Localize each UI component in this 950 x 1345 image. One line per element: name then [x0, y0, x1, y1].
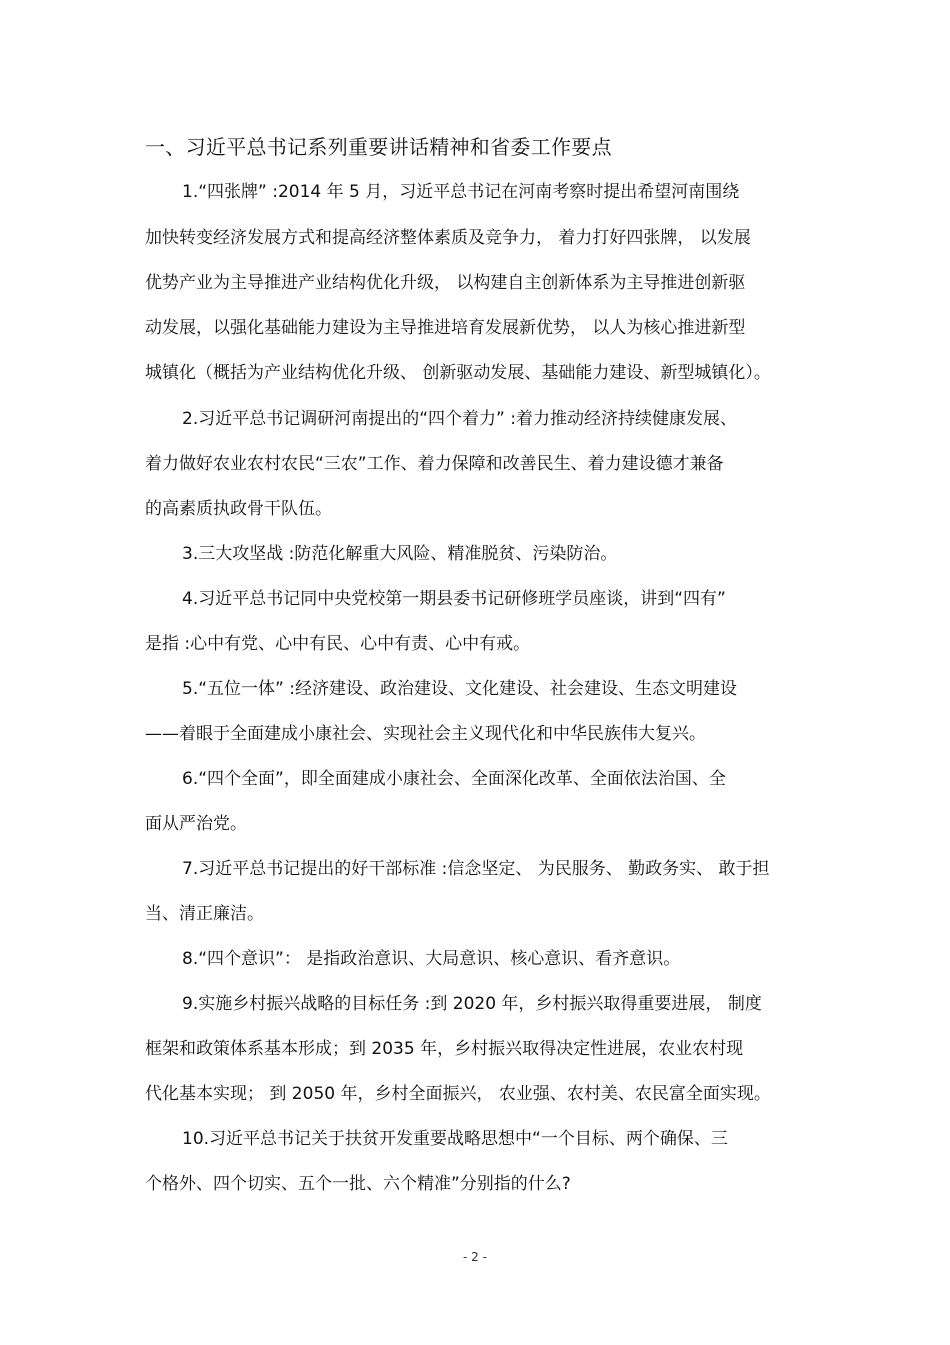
paragraph-line: 代化基本实现； 到 2050 年，乡村全面振兴， 农业强、农村美、农民富全面实现。 [145, 1084, 771, 1104]
paragraph-line: 的高素质执政骨干队伍。 [145, 499, 332, 519]
paragraph-line: 加快转变经济发展方式和提高经济整体素质及竞争力， 着力打好四张牌， 以发展 [145, 228, 751, 248]
paragraph-line: ——着眼于全面建成小康社会、实现社会主义现代化和中华民族伟大复兴。 [145, 724, 706, 744]
paragraph-line: 6.“四个全面”，即全面建成小康社会、全面深化改革、全面依法治国、全 [182, 769, 726, 789]
page-number: - 2 - [463, 1250, 487, 1264]
paragraph-line: 1.“四张牌” :2014 年 5 月，习近平总书记在河南考察时提出希望河南围绕 [182, 182, 740, 202]
paragraph-line: 9.实施乡村振兴战略的目标任务 :到 2020 年，乡村振兴取得重要进展， 制度 [182, 994, 762, 1014]
paragraph-line: 4.习近平总书记同中央党校第一期县委书记研修班学员座谈，讲到“四有” [182, 589, 726, 609]
paragraph-line: 当、清正廉洁。 [145, 904, 264, 924]
paragraph-line: 3.三大攻坚战 :防范化解重大风险、精准脱贫、污染防治。 [182, 544, 618, 564]
paragraph-line: 是指 :心中有党、心中有民、心中有责、心中有戒。 [145, 634, 531, 654]
paragraph-line: 城镇化（概括为产业结构优化升级、 创新驱动发展、基础能力建设、新型城镇化）。 [145, 363, 771, 383]
paragraph-line: 面从严治党。 [145, 814, 247, 834]
paragraph-line: 动发展，以强化基础能力建设为主导推进培育发展新优势， 以人为核心推进新型 [145, 318, 746, 338]
paragraph-line: 优势产业为主导推进产业结构优化升级， 以构建自主创新体系为主导推进创新驱 [145, 273, 746, 293]
paragraph-line: 7.习近平总书记提出的好干部标准 :信念坚定、 为民服务、 勤政务实、 敢于担 [182, 859, 770, 879]
paragraph-line: 着力做好农业农村农民“三农”工作、着力保障和改善民生、着力建设德才兼备 [145, 454, 724, 474]
paragraph-line: 框架和政策体系基本形成；到 2035 年，乡村振兴取得决定性进展，农业农村现 [145, 1039, 744, 1059]
paragraph-line: 个格外、四个切实、五个一批、六个精准”分别指的什么? [145, 1174, 571, 1194]
paragraph-line: 8.“四个意识”： 是指政治意识、大局意识、核心意识、看齐意识。 [182, 949, 681, 969]
paragraph-line: 10.习近平总书记关于扶贫开发重要战略思想中“一个目标、两个确保、三 [182, 1129, 728, 1149]
paragraph-line: 5.“五位一体” :经济建设、政治建设、文化建设、社会建设、生态文明建设 [182, 679, 737, 699]
paragraph-line: 2.习近平总书记调研河南提出的“四个着力” :着力推动经济持续健康发展、 [182, 409, 737, 429]
section-heading: 一、习近平总书记系列重要讲话精神和省委工作要点 [145, 135, 612, 159]
